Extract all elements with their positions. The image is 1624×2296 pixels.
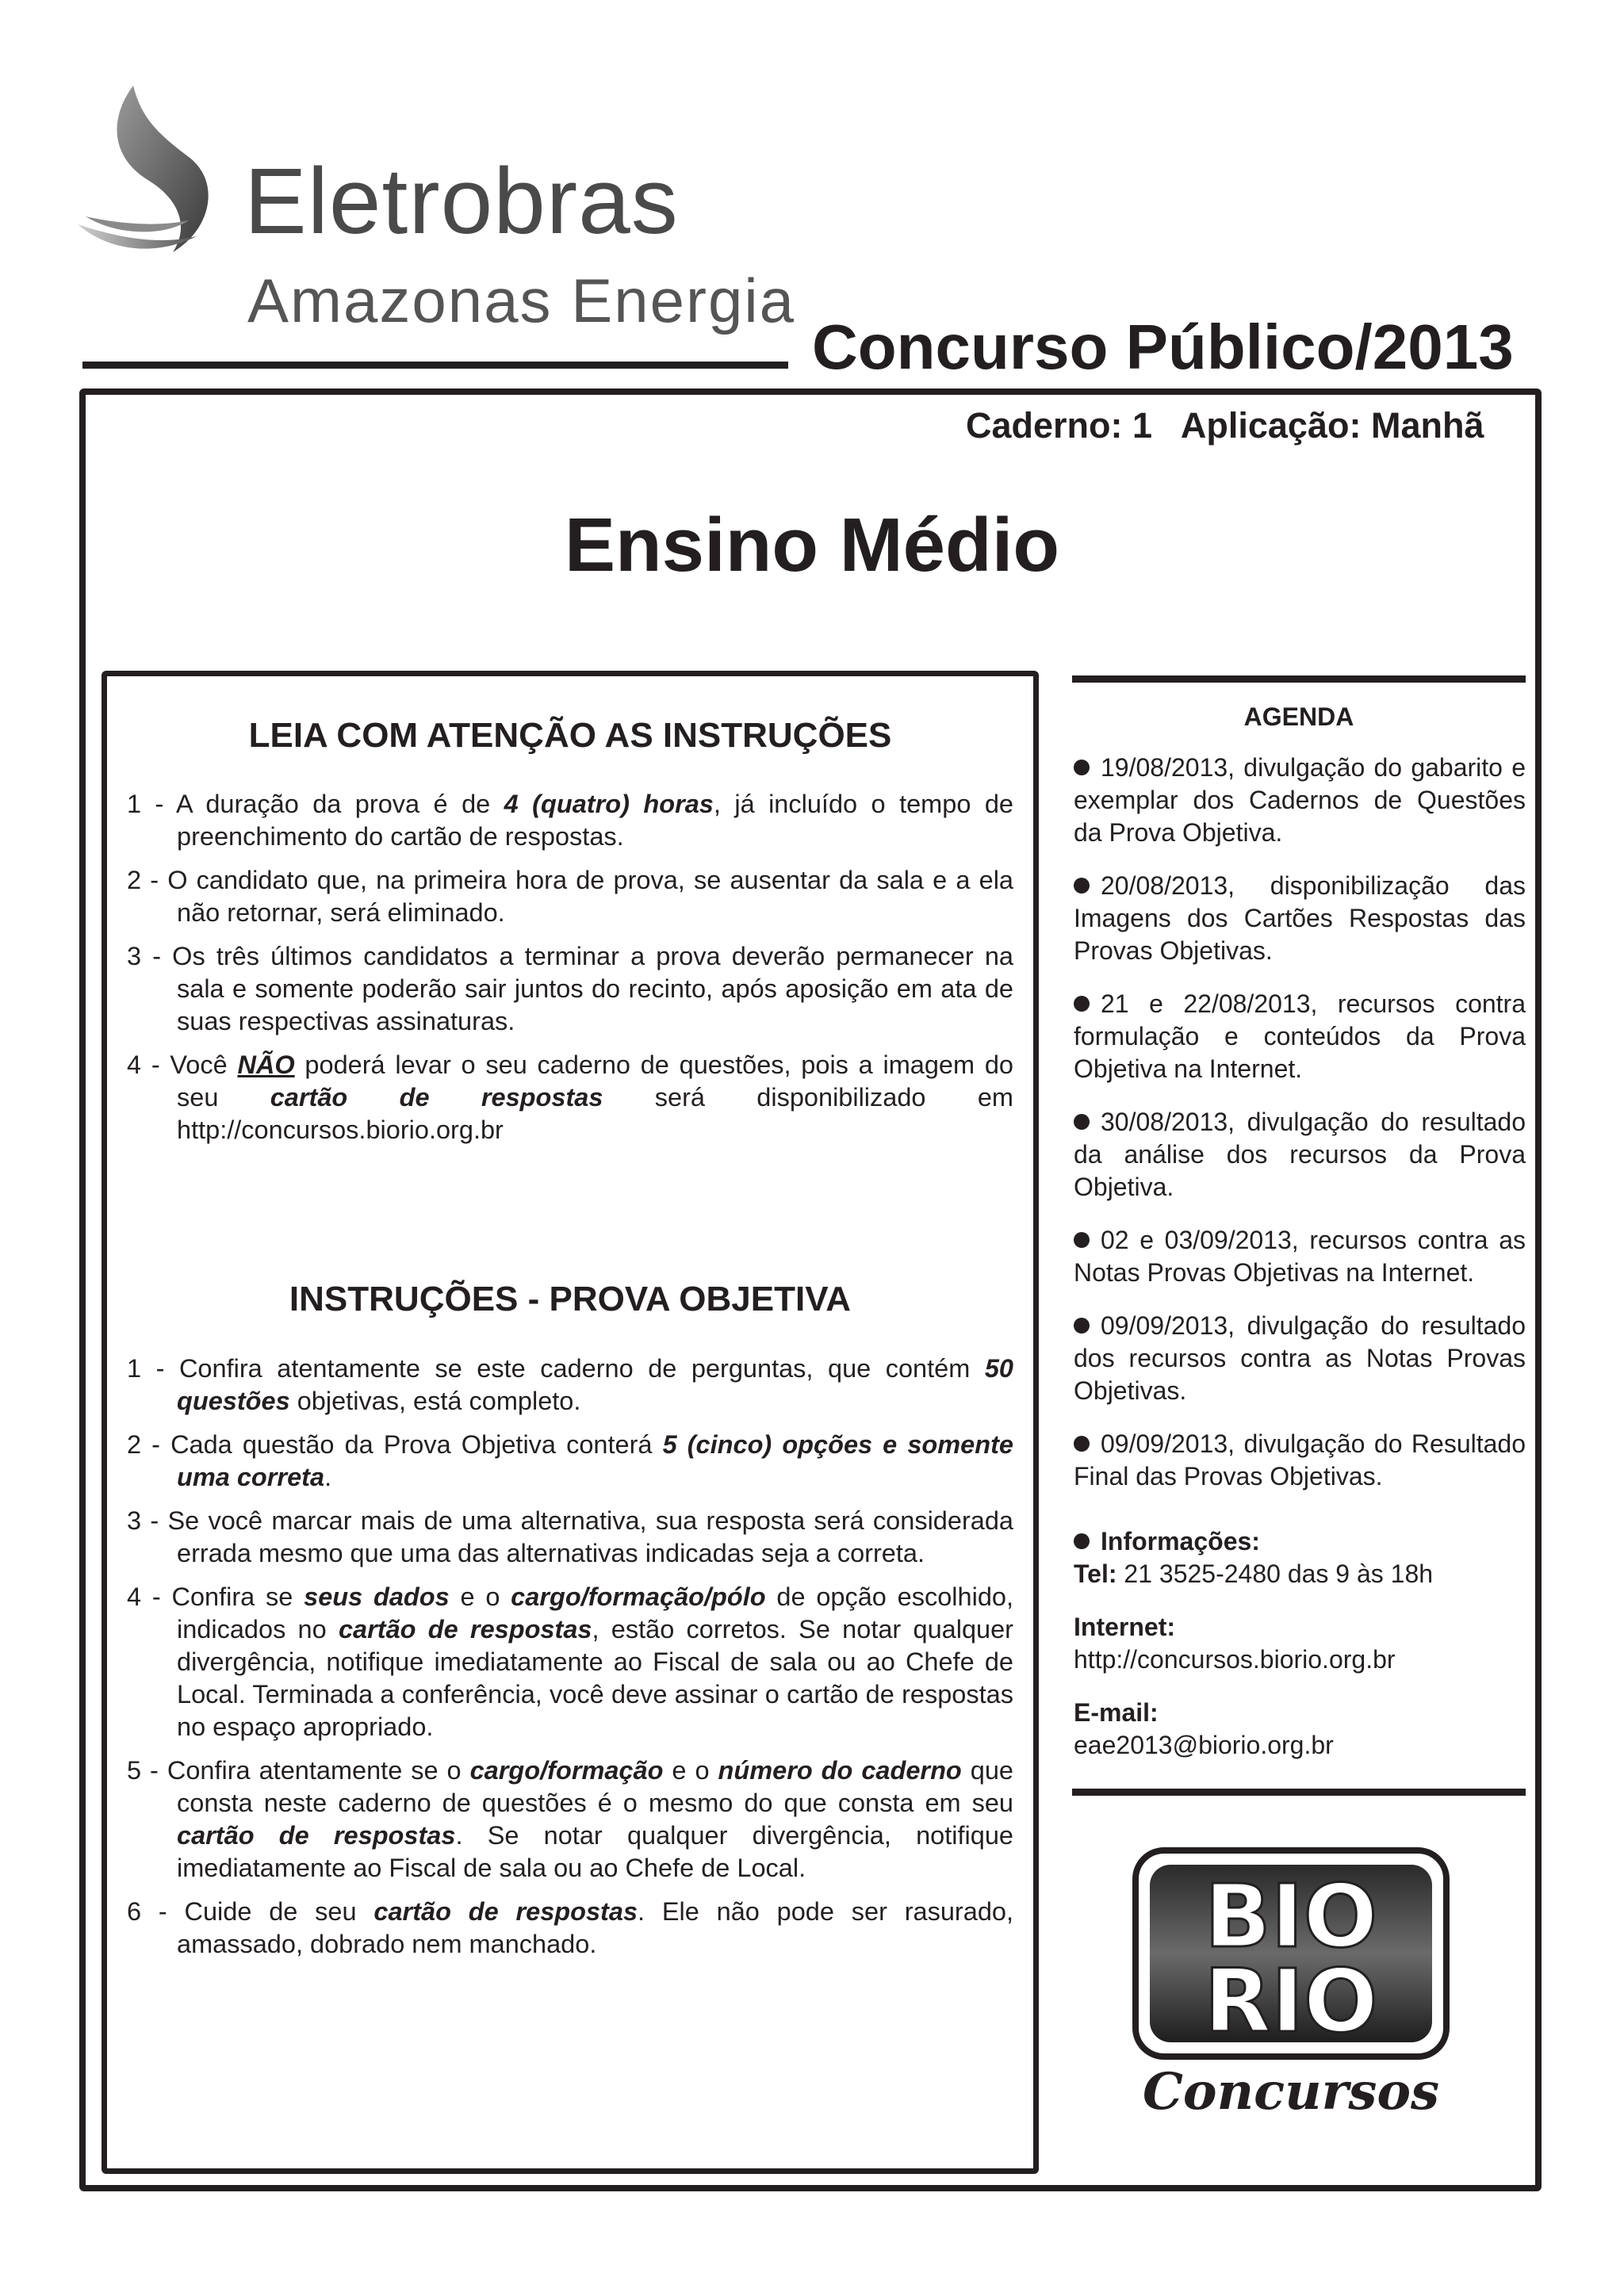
bullet-icon (1074, 1114, 1090, 1130)
list-item: 2 - Cada questão da Prova Objetiva conterá 5 (cinco) opções e somente uma correta. (127, 1430, 1013, 1491)
list-item: 2 - O candidato que, na primeira hora de prova, se ausentar da sala e a ela não retornar, será eliminado. (127, 866, 1013, 927)
bullet-icon (1074, 878, 1090, 894)
bullet-icon (1074, 1436, 1090, 1452)
list-item: 4 - Confira se seus dados e o cargo/formação/pólo de opção escolhido, indicados no cartão de respostas, estão corretos. Se notar qualquer divergência, notifique imediatamente ao Fiscal de sala ou ao Chefe de Local. Terminada a conferência, você deve assinar o cartão de respostas no espaço apropriado. (127, 1582, 1013, 1741)
list-item: 6 - Cuide de seu cartão de respostas. Ele não pode ser rasurado, amassado, dobrado nem manchado. (127, 1897, 1014, 1958)
agenda-item: 09/09/2013, divulgação do resultado dos recursos contra as Notas Provas Objetivas. (1074, 1311, 1526, 1405)
list-item: 3 - Se você marcar mais de uma alternativa, sua resposta será considerada errada mesmo que uma das alternativas indicadas seja a correta. (127, 1506, 1013, 1567)
instructions-title: LEIA COM ATENÇÃO AS INSTRUÇÕES (248, 716, 892, 755)
list-item: 3 - Os três últimos candidatos a terminar a prova deverão permanecer na sala e somente poderão sair juntos do recinto, após aposição em ata de suas respectivas assinaturas. (127, 942, 1013, 1035)
list-item: 1 - Confira atentamente se este caderno de perguntas, que contém 50 questões objetivas, está completo. (127, 1354, 1013, 1415)
list-item: 5 - Confira atentamente se o cargo/formação e o número do caderno que consta neste caderno de questões é o mesmo do que consta em seu cartão de respostas. Se notar qualquer divergência, notifique imediatamente ao Fiscal de sala ou ao Chefe de Local. (127, 1756, 1013, 1882)
contact-info (1074, 1525, 1526, 1762)
aplicacao-label: Aplicação: Manhã (1180, 405, 1484, 446)
bullet-icon (1074, 1533, 1090, 1549)
email-link[interactable]: eae2013@biorio.org.br (1074, 1731, 1334, 1759)
bullet-icon (1074, 760, 1090, 775)
agenda-list (1074, 752, 1526, 1513)
booklet-info (966, 405, 1484, 446)
agenda-divider-top (1072, 675, 1526, 683)
objective-list (127, 1353, 1013, 1972)
bullet-icon (1074, 1318, 1090, 1334)
agenda-item: 21 e 22/08/2013, recursos contra formulação e conteúdos da Prova Objetiva na Internet. (1074, 989, 1526, 1083)
bullet-icon (1074, 1232, 1090, 1248)
agenda-item: 02 e 03/09/2013, recursos contra as Notas Provas Objetivas na Internet. (1074, 1226, 1526, 1287)
agenda-divider-bottom (1072, 1789, 1526, 1796)
biorio-logo (1132, 1847, 1450, 2125)
agenda-title: AGENDA (1243, 702, 1354, 731)
header-divider (82, 362, 788, 369)
brand-name: Eletrobras (244, 149, 679, 254)
eletrobras-flame-icon (78, 86, 228, 260)
bullet-icon (1074, 996, 1090, 1012)
agenda-item: 19/08/2013, divulgação do gabarito e exemplar dos Cadernos de Questões da Prova Objetiva. (1074, 753, 1526, 847)
biorio-line2: RIO (1204, 1950, 1378, 2052)
contest-title: Concurso Público/2013 (812, 312, 1514, 382)
biorio-tagline: Concursos (1142, 2062, 1440, 2122)
biorio-line1: BIO (1204, 1866, 1378, 1967)
internet-link[interactable]: http://concursos.biorio.org.br (1074, 1645, 1396, 1674)
list-item: 1 - A duração da prova é de 4 (quatro) horas, já incluído o tempo de preenchimento do cartão de respostas. (127, 790, 1013, 851)
contact-email: E-mail: eae2013@biorio.org.br (1074, 1698, 1334, 1759)
agenda-item: 30/08/2013, divulgação do resultado da análise dos recursos da Prova Objetiva. (1074, 1108, 1526, 1201)
agenda-item: 20/08/2013, disponibilização das Imagens dos Cartões Respostas das Provas Objetivas. (1074, 871, 1526, 965)
caderno-label: Caderno: 1 (966, 405, 1153, 446)
brand-subtitle: Amazonas Energia (247, 266, 796, 335)
objective-title: INSTRUÇÕES - PROVA OBJETIVA (289, 1280, 852, 1318)
agenda-item: 09/09/2013, divulgação do Resultado Final das Provas Objetivas. (1074, 1429, 1526, 1490)
page-title: Ensino Médio (565, 503, 1059, 587)
instructions-list (127, 788, 1013, 1158)
contact-internet: Internet: http://concursos.biorio.org.br (1074, 1613, 1396, 1674)
list-item: 4 - Você NÃO poderá levar o seu caderno de questões, pois a imagem do seu cartão de respostas será disponibilizado em http://concursos.biorio.org.br (127, 1050, 1013, 1144)
contact-phone: Informações: Tel: 21 3525-2480 das 9 às 18h (1074, 1527, 1434, 1588)
